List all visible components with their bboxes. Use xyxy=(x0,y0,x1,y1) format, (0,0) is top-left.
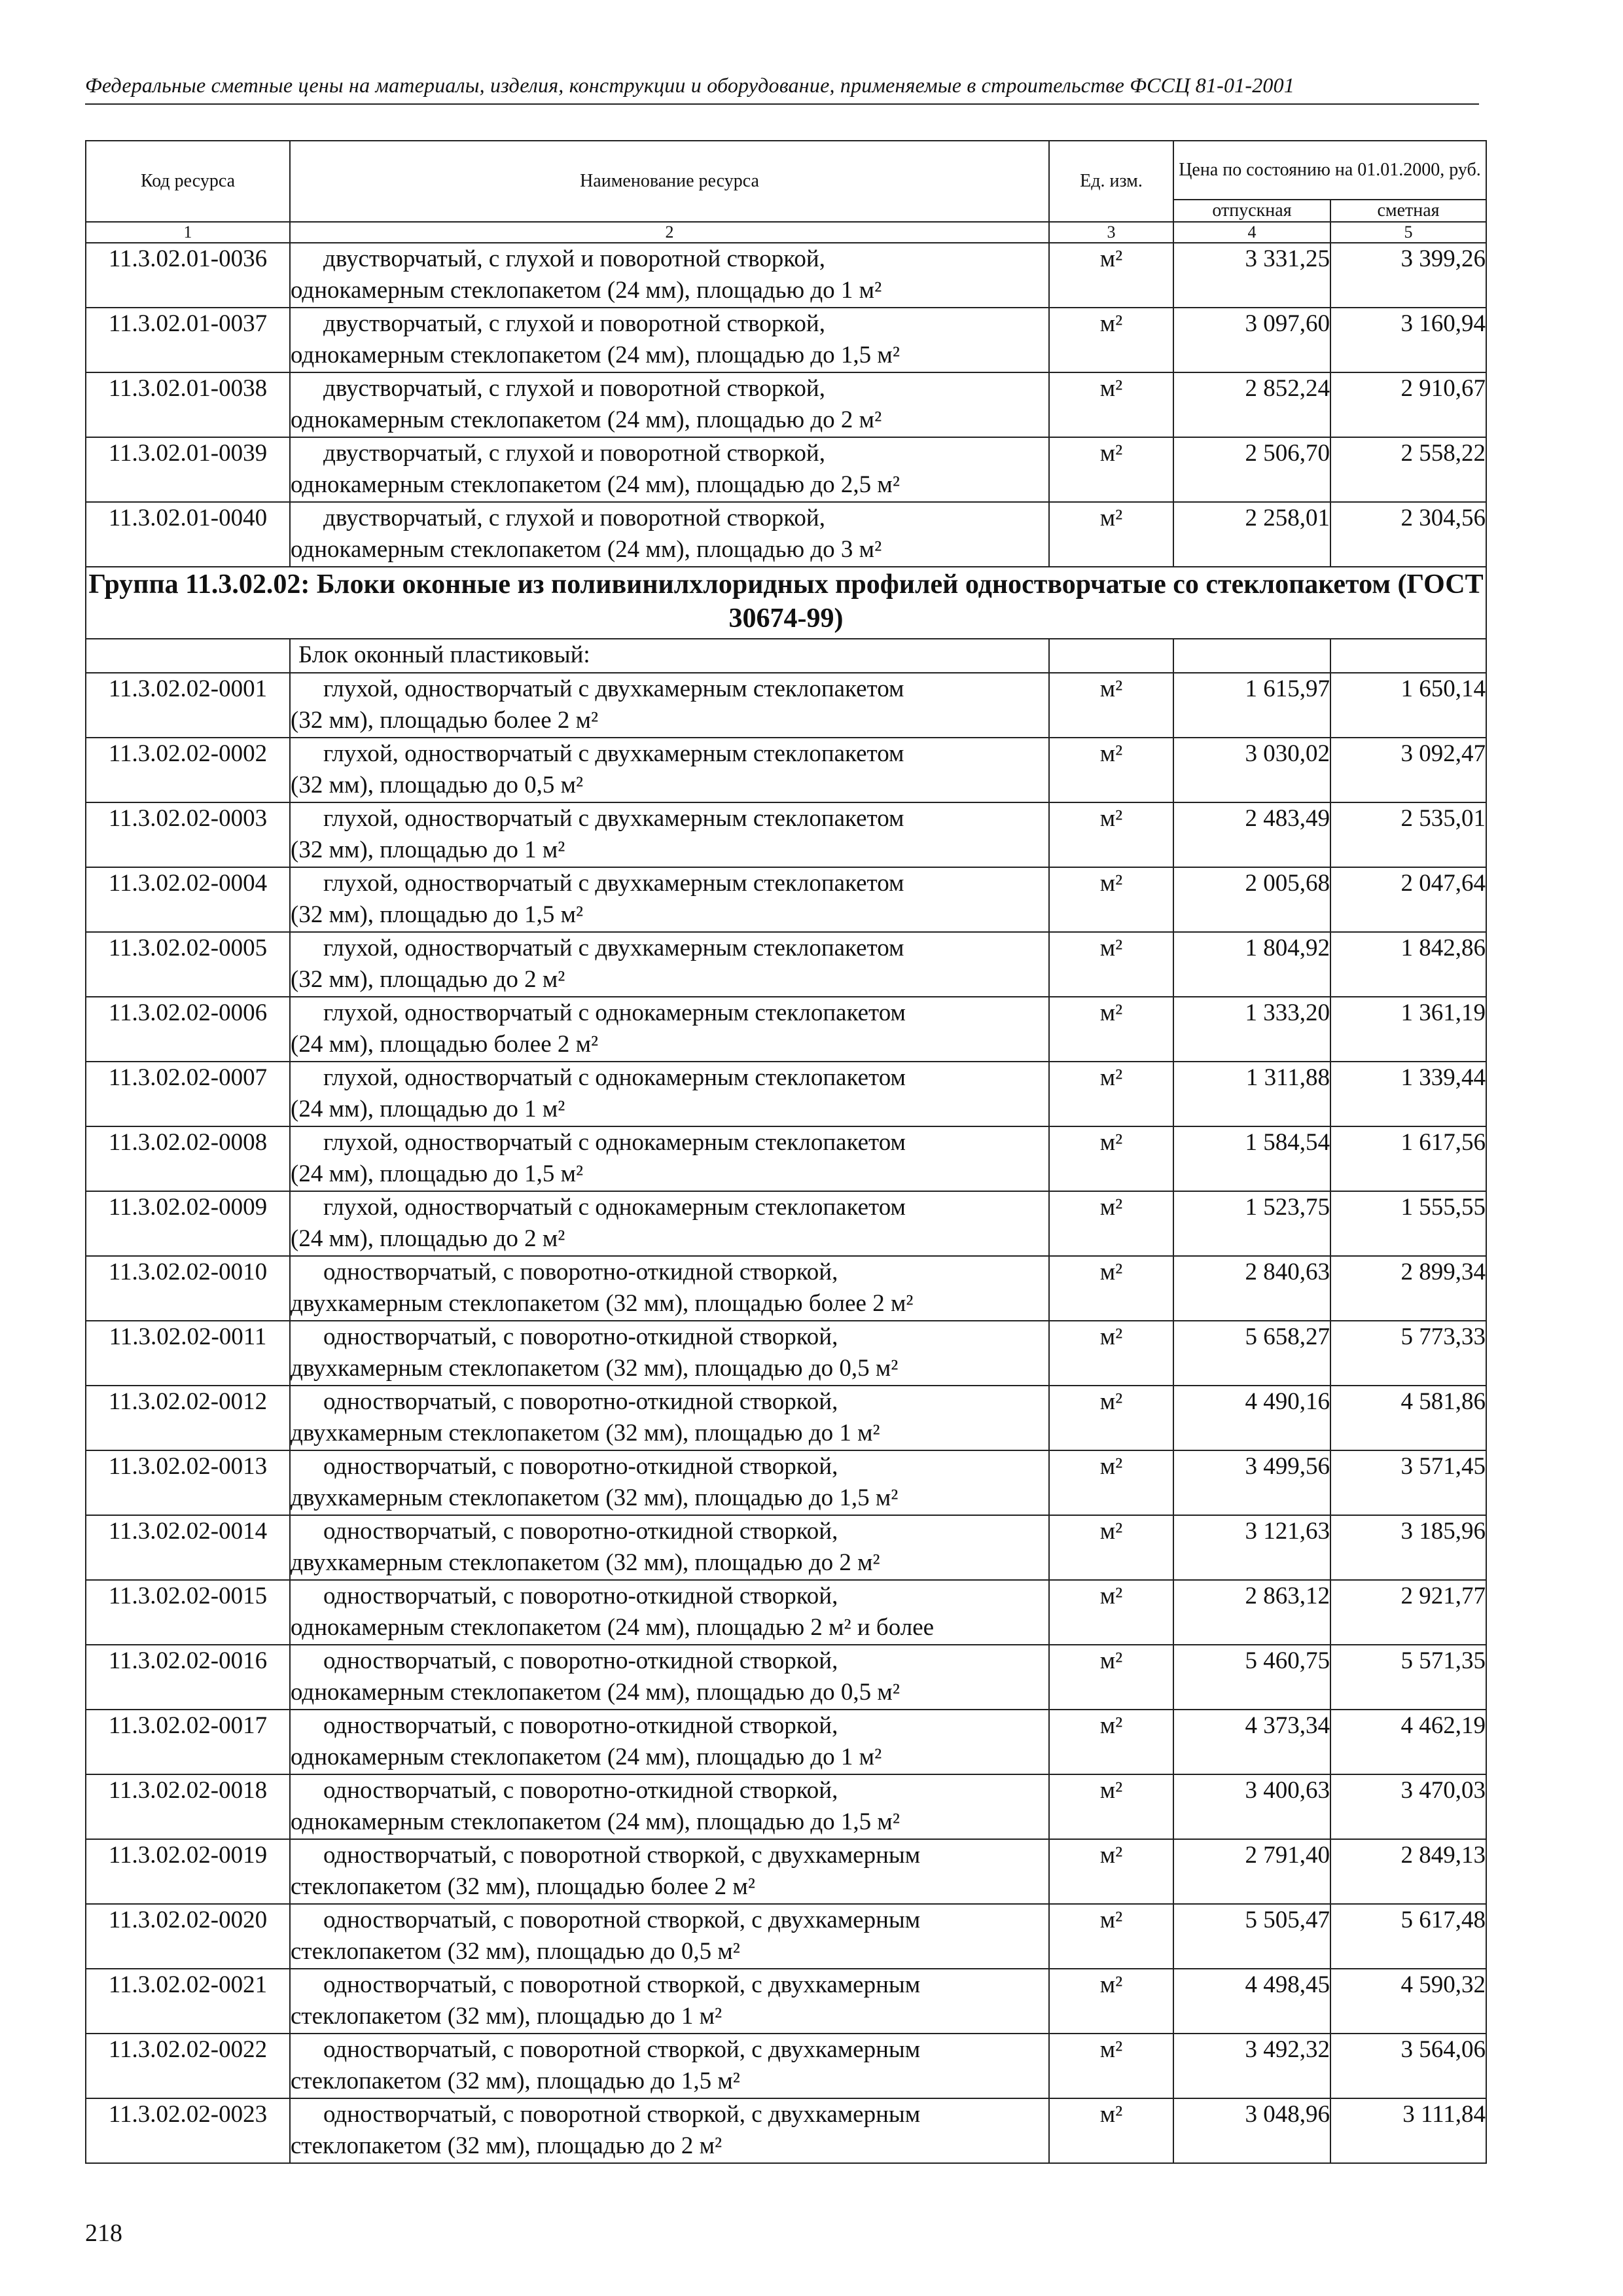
column-number: 3 xyxy=(1049,222,1173,243)
unit-cell: м² xyxy=(1049,1450,1173,1515)
resource-code: 11.3.02.02-0022 xyxy=(86,2034,290,2098)
estimate-price: 2 899,34 xyxy=(1330,1256,1486,1321)
unit-cell: м² xyxy=(1049,2098,1173,2163)
release-price: 3 121,63 xyxy=(1173,1515,1330,1580)
release-price: 3 499,56 xyxy=(1173,1450,1330,1515)
release-price: 4 490,16 xyxy=(1173,1386,1330,1450)
header-unit: Ед. изм. xyxy=(1049,141,1173,222)
running-head: Федеральные сметные цены на материалы, изделия, конструкции и оборудование, применяемые в строительстве ФССЦ 81-01-2001 xyxy=(85,73,1295,97)
resource-name xyxy=(290,1710,1049,1774)
release-price: 2 852,24 xyxy=(1173,372,1330,437)
resource-name-line1: одностворчатый, с поворотно-откидной створкой, xyxy=(323,1453,838,1480)
resource-name xyxy=(290,1515,1049,1580)
resource-name xyxy=(290,997,1049,1062)
resource-name-line2: стеклопакетом (32 мм), площадью более 2 м² xyxy=(291,1873,755,1900)
header-name: Наименование ресурса xyxy=(290,141,1049,222)
release-price: 1 584,54 xyxy=(1173,1126,1330,1191)
estimate-price: 1 555,55 xyxy=(1330,1191,1486,1256)
estimate-price: 1 650,14 xyxy=(1330,673,1486,738)
estimate-price: 3 399,26 xyxy=(1330,243,1486,308)
group-row xyxy=(86,567,1486,639)
estimate-price: 2 047,64 xyxy=(1330,867,1486,932)
resource-name-line2: однокамерным стеклопакетом (24 мм), площадью 2 м² и более xyxy=(291,1614,935,1641)
unit-cell: м² xyxy=(1049,1645,1173,1710)
resource-name xyxy=(290,437,1049,502)
unit-cell: м² xyxy=(1049,502,1173,567)
resource-name-line1: одностворчатый, с поворотно-откидной створкой, xyxy=(323,1259,838,1285)
table-row xyxy=(86,997,1486,1062)
table-row xyxy=(86,1321,1486,1386)
release-price: 3 048,96 xyxy=(1173,2098,1330,2163)
resource-name-line1: одностворчатый, с поворотной створкой, с двухкамерным xyxy=(323,2101,921,2128)
resource-code: 11.3.02.02-0015 xyxy=(86,1580,290,1645)
estimate-price: 1 361,19 xyxy=(1330,997,1486,1062)
unit-cell: м² xyxy=(1049,1256,1173,1321)
table-row xyxy=(86,867,1486,932)
table-row xyxy=(86,1062,1486,1126)
resource-name-line2: однокамерным стеклопакетом (24 мм), площадью до 1 м² xyxy=(291,277,882,304)
resource-name xyxy=(290,1904,1049,1969)
table-body-part2 xyxy=(86,673,1486,2163)
table-row xyxy=(86,1774,1486,1839)
release-price: 5 658,27 xyxy=(1173,1321,1330,1386)
resource-name xyxy=(290,1062,1049,1126)
resource-code: 11.3.02.02-0007 xyxy=(86,1062,290,1126)
resource-name-line1: глухой, одностворчатый с однокамерным стеклопакетом xyxy=(323,1194,906,1221)
header-estimate: сметная xyxy=(1330,200,1486,222)
group-section xyxy=(86,567,1486,673)
table-row xyxy=(86,1645,1486,1710)
resource-code: 11.3.02.02-0014 xyxy=(86,1515,290,1580)
subgroup-empty-cell xyxy=(1049,639,1173,673)
resource-name-line1: одностворчатый, с поворотно-откидной створкой, xyxy=(323,1583,838,1609)
resource-code: 11.3.02.01-0036 xyxy=(86,243,290,308)
resource-name xyxy=(290,1386,1049,1450)
resource-code: 11.3.02.02-0019 xyxy=(86,1839,290,1904)
table-row xyxy=(86,1969,1486,2034)
resource-code: 11.3.02.02-0001 xyxy=(86,673,290,738)
resource-name-line2: однокамерным стеклопакетом (24 мм), площадью до 3 м² xyxy=(291,536,882,563)
resource-name-line1: двустворчатый, с глухой и поворотной створкой, xyxy=(323,310,825,337)
resource-name xyxy=(290,1191,1049,1256)
resource-name-line1: глухой, одностворчатый с однокамерным стеклопакетом xyxy=(323,1064,906,1091)
estimate-price: 3 160,94 xyxy=(1330,308,1486,372)
resource-name-line2: стеклопакетом (32 мм), площадью до 1 м² xyxy=(291,2003,722,2030)
release-price: 1 523,75 xyxy=(1173,1191,1330,1256)
column-number: 2 xyxy=(290,222,1049,243)
table-row xyxy=(86,1126,1486,1191)
release-price: 3 492,32 xyxy=(1173,2034,1330,2098)
resource-name xyxy=(290,867,1049,932)
unit-cell: м² xyxy=(1049,437,1173,502)
estimate-price: 3 470,03 xyxy=(1330,1774,1486,1839)
resource-code: 11.3.02.01-0038 xyxy=(86,372,290,437)
table-row xyxy=(86,738,1486,802)
resource-name-line1: одностворчатый, с поворотно-откидной створкой, xyxy=(323,1647,838,1674)
resource-name-line1: двустворчатый, с глухой и поворотной створкой, xyxy=(323,375,825,402)
table-row xyxy=(86,1904,1486,1969)
estimate-price: 2 535,01 xyxy=(1330,802,1486,867)
header-code: Код ресурса xyxy=(86,141,290,222)
release-price: 1 333,20 xyxy=(1173,997,1330,1062)
subgroup-empty-cell xyxy=(1173,639,1330,673)
table-row xyxy=(86,502,1486,567)
resource-code: 11.3.02.02-0013 xyxy=(86,1450,290,1515)
resource-name xyxy=(290,2034,1049,2098)
resource-name-line2: (32 мм), площадью более 2 м² xyxy=(291,707,599,734)
resource-name-line2: (24 мм), площадью до 1 м² xyxy=(291,1096,565,1122)
subgroup-empty-cell xyxy=(86,639,290,673)
resource-name-line1: глухой, одностворчатый с двухкамерным стеклопакетом xyxy=(323,805,904,832)
unit-cell: м² xyxy=(1049,867,1173,932)
resource-name xyxy=(290,2098,1049,2163)
table-row xyxy=(86,1839,1486,1904)
table-row xyxy=(86,1515,1486,1580)
resource-name-line2: (32 мм), площадью до 0,5 м² xyxy=(291,772,584,798)
resource-name-line1: одностворчатый, с поворотно-откидной створкой, xyxy=(323,1712,838,1739)
resource-name-line2: стеклопакетом (32 мм), площадью до 1,5 м² xyxy=(291,2068,740,2094)
estimate-price: 5 617,48 xyxy=(1330,1904,1486,1969)
resource-name xyxy=(290,1839,1049,1904)
table-row xyxy=(86,802,1486,867)
resource-name xyxy=(290,932,1049,997)
resource-code: 11.3.02.01-0037 xyxy=(86,308,290,372)
resource-code: 11.3.02.02-0023 xyxy=(86,2098,290,2163)
unit-cell: м² xyxy=(1049,1774,1173,1839)
resource-name xyxy=(290,372,1049,437)
resource-name-line2: (24 мм), площадью до 1,5 м² xyxy=(291,1160,584,1187)
unit-cell: м² xyxy=(1049,997,1173,1062)
estimate-price: 3 185,96 xyxy=(1330,1515,1486,1580)
resource-name xyxy=(290,673,1049,738)
resource-name-line2: двухкамерным стеклопакетом (32 мм), площадью до 1 м² xyxy=(291,1420,880,1446)
estimate-price: 4 462,19 xyxy=(1330,1710,1486,1774)
resource-code: 11.3.02.01-0040 xyxy=(86,502,290,567)
resource-name-line2: однокамерным стеклопакетом (24 мм), площадью до 1,5 м² xyxy=(291,342,900,368)
unit-cell: м² xyxy=(1049,1904,1173,1969)
column-number-row xyxy=(86,222,1486,243)
estimate-price: 3 092,47 xyxy=(1330,738,1486,802)
resource-name-line2: однокамерным стеклопакетом (24 мм), площадью до 2,5 м² xyxy=(291,471,900,498)
resource-name xyxy=(290,1580,1049,1645)
table-row xyxy=(86,1450,1486,1515)
resource-name-line1: глухой, одностворчатый с двухкамерным стеклопакетом xyxy=(323,675,904,702)
resource-name-line2: (24 мм), площадью до 2 м² xyxy=(291,1225,565,1252)
unit-cell: м² xyxy=(1049,308,1173,372)
resource-name-line1: глухой, одностворчатый с двухкамерным стеклопакетом xyxy=(323,870,904,897)
table-row xyxy=(86,1580,1486,1645)
resource-name-line1: одностворчатый, с поворотной створкой, с двухкамерным xyxy=(323,2036,921,2063)
resource-name-line1: одностворчатый, с поворотной створкой, с двухкамерным xyxy=(323,1842,921,1869)
resource-name-line2: двухкамерным стеклопакетом (32 мм), площадью более 2 м² xyxy=(291,1290,914,1317)
estimate-price: 1 617,56 xyxy=(1330,1126,1486,1191)
unit-cell: м² xyxy=(1049,1580,1173,1645)
resource-name xyxy=(290,1126,1049,1191)
table-row xyxy=(86,2034,1486,2098)
header-price-group: Цена по состоянию на 01.01.2000, руб. xyxy=(1173,141,1486,200)
table-row xyxy=(86,1256,1486,1321)
subgroup-row xyxy=(86,639,1486,673)
estimate-price: 2 304,56 xyxy=(1330,502,1486,567)
price-table xyxy=(85,140,1487,2164)
resource-name xyxy=(290,738,1049,802)
estimate-price: 1 842,86 xyxy=(1330,932,1486,997)
unit-cell: м² xyxy=(1049,243,1173,308)
release-price: 4 498,45 xyxy=(1173,1969,1330,2034)
resource-code: 11.3.02.02-0017 xyxy=(86,1710,290,1774)
unit-cell: м² xyxy=(1049,2034,1173,2098)
unit-cell: м² xyxy=(1049,802,1173,867)
resource-code: 11.3.02.02-0008 xyxy=(86,1126,290,1191)
estimate-price: 2 921,77 xyxy=(1330,1580,1486,1645)
resource-code: 11.3.02.02-0021 xyxy=(86,1969,290,2034)
resource-name-line2: стеклопакетом (32 мм), площадью до 2 м² xyxy=(291,2132,722,2159)
resource-name-line2: (32 мм), площадью до 1,5 м² xyxy=(291,901,584,928)
resource-name xyxy=(290,1256,1049,1321)
resource-name-line2: двухкамерным стеклопакетом (32 мм), площадью до 0,5 м² xyxy=(291,1355,899,1382)
release-price: 2 005,68 xyxy=(1173,867,1330,932)
estimate-price: 4 590,32 xyxy=(1330,1969,1486,2034)
resource-name xyxy=(290,1321,1049,1386)
estimate-price: 3 571,45 xyxy=(1330,1450,1486,1515)
resource-name-line2: стеклопакетом (32 мм), площадью до 0,5 м² xyxy=(291,1938,740,1965)
table-row xyxy=(86,1386,1486,1450)
column-number: 5 xyxy=(1330,222,1486,243)
column-number: 4 xyxy=(1173,222,1330,243)
resource-name xyxy=(290,308,1049,372)
release-price: 1 804,92 xyxy=(1173,932,1330,997)
release-price: 2 791,40 xyxy=(1173,1839,1330,1904)
release-price: 2 258,01 xyxy=(1173,502,1330,567)
unit-cell: м² xyxy=(1049,1126,1173,1191)
resource-code: 11.3.02.02-0018 xyxy=(86,1774,290,1839)
header-release: отпускная xyxy=(1173,200,1330,222)
unit-cell: м² xyxy=(1049,1839,1173,1904)
release-price: 2 840,63 xyxy=(1173,1256,1330,1321)
resource-code: 11.3.02.02-0009 xyxy=(86,1191,290,1256)
resource-name-line1: одностворчатый, с поворотно-откидной створкой, xyxy=(323,1323,838,1350)
resource-name xyxy=(290,243,1049,308)
table-row xyxy=(86,673,1486,738)
unit-cell: м² xyxy=(1049,1386,1173,1450)
subgroup-empty-cell xyxy=(1330,639,1486,673)
release-price: 3 030,02 xyxy=(1173,738,1330,802)
table-row xyxy=(86,372,1486,437)
release-price: 2 863,12 xyxy=(1173,1580,1330,1645)
estimate-price: 5 571,35 xyxy=(1330,1645,1486,1710)
header-rule xyxy=(85,103,1479,105)
unit-cell: м² xyxy=(1049,1710,1173,1774)
resource-name-line1: одностворчатый, с поворотной створкой, с двухкамерным xyxy=(323,1971,921,1998)
resource-code: 11.3.02.02-0004 xyxy=(86,867,290,932)
resource-name-line1: одностворчатый, с поворотно-откидной створкой, xyxy=(323,1518,838,1545)
table-row xyxy=(86,1191,1486,1256)
resource-name-line2: (32 мм), площадью до 2 м² xyxy=(291,966,565,993)
resource-name xyxy=(290,502,1049,567)
estimate-price: 2 558,22 xyxy=(1330,437,1486,502)
unit-cell: м² xyxy=(1049,1515,1173,1580)
unit-cell: м² xyxy=(1049,932,1173,997)
resource-name xyxy=(290,1645,1049,1710)
resource-name-line2: двухкамерным стеклопакетом (32 мм), площадью до 1,5 м² xyxy=(291,1484,899,1511)
resource-name-line1: глухой, одностворчатый с двухкамерным стеклопакетом xyxy=(323,935,904,961)
resource-code: 11.3.02.02-0020 xyxy=(86,1904,290,1969)
resource-code: 11.3.02.02-0006 xyxy=(86,997,290,1062)
estimate-price: 3 111,84 xyxy=(1330,2098,1486,2163)
resource-code: 11.3.02.02-0016 xyxy=(86,1645,290,1710)
table-row xyxy=(86,243,1486,308)
resource-name-line1: глухой, одностворчатый с однокамерным стеклопакетом xyxy=(323,999,906,1026)
subgroup-label: Блок оконный пластиковый: xyxy=(290,639,1049,673)
release-price: 3 400,63 xyxy=(1173,1774,1330,1839)
resource-name xyxy=(290,802,1049,867)
unit-cell: м² xyxy=(1049,1969,1173,2034)
resource-code: 11.3.02.02-0010 xyxy=(86,1256,290,1321)
resource-name-line2: однокамерным стеклопакетом (24 мм), площадью до 1,5 м² xyxy=(291,1808,900,1835)
resource-name-line1: двустворчатый, с глухой и поворотной створкой, xyxy=(323,245,825,272)
release-price: 1 311,88 xyxy=(1173,1062,1330,1126)
estimate-price: 3 564,06 xyxy=(1330,2034,1486,2098)
resource-name-line1: одностворчатый, с поворотной створкой, с двухкамерным xyxy=(323,1907,921,1933)
estimate-price: 4 581,86 xyxy=(1330,1386,1486,1450)
resource-name-line1: одностворчатый, с поворотно-откидной створкой, xyxy=(323,1388,838,1415)
resource-code: 11.3.02.02-0002 xyxy=(86,738,290,802)
resource-name-line1: глухой, одностворчатый с однокамерным стеклопакетом xyxy=(323,1129,906,1156)
column-number: 1 xyxy=(86,222,290,243)
resource-name-line2: однокамерным стеклопакетом (24 мм), площадью до 1 м² xyxy=(291,1744,882,1770)
resource-name-line1: двустворчатый, с глухой и поворотной створкой, xyxy=(323,505,825,531)
unit-cell: м² xyxy=(1049,673,1173,738)
release-price: 1 615,97 xyxy=(1173,673,1330,738)
group-title: Группа 11.3.02.02: Блоки оконные из поливинилхлоридных профилей одностворчатые со стеклопакетом (ГОСТ 30674-99) xyxy=(86,567,1486,639)
resource-name-line2: однокамерным стеклопакетом (24 мм), площадью до 2 м² xyxy=(291,406,882,433)
resource-name xyxy=(290,1969,1049,2034)
unit-cell: м² xyxy=(1049,372,1173,437)
release-price: 5 460,75 xyxy=(1173,1645,1330,1710)
table-row xyxy=(86,2098,1486,2163)
resource-code: 11.3.02.02-0012 xyxy=(86,1386,290,1450)
resource-name xyxy=(290,1774,1049,1839)
estimate-price: 1 339,44 xyxy=(1330,1062,1486,1126)
release-price: 2 483,49 xyxy=(1173,802,1330,867)
resource-name-line2: (32 мм), площадью до 1 м² xyxy=(291,836,565,863)
resource-name-line1: двустворчатый, с глухой и поворотной створкой, xyxy=(323,440,825,467)
release-price: 4 373,34 xyxy=(1173,1710,1330,1774)
resource-name-line2: однокамерным стеклопакетом (24 мм), площадью до 0,5 м² xyxy=(291,1679,900,1706)
resource-name-line2: двухкамерным стеклопакетом (32 мм), площадью до 2 м² xyxy=(291,1549,880,1576)
unit-cell: м² xyxy=(1049,1321,1173,1386)
estimate-price: 5 773,33 xyxy=(1330,1321,1486,1386)
resource-code: 11.3.02.02-0011 xyxy=(86,1321,290,1386)
table-row xyxy=(86,1710,1486,1774)
estimate-price: 2 849,13 xyxy=(1330,1839,1486,1904)
estimate-price: 2 910,67 xyxy=(1330,372,1486,437)
resource-name-line1: одностворчатый, с поворотно-откидной створкой, xyxy=(323,1777,838,1804)
table-row xyxy=(86,932,1486,997)
resource-name-line1: глухой, одностворчатый с двухкамерным стеклопакетом xyxy=(323,740,904,767)
unit-cell: м² xyxy=(1049,1191,1173,1256)
resource-code: 11.3.02.02-0005 xyxy=(86,932,290,997)
unit-cell: м² xyxy=(1049,1062,1173,1126)
release-price: 5 505,47 xyxy=(1173,1904,1330,1969)
resource-code: 11.3.02.02-0003 xyxy=(86,802,290,867)
release-price: 2 506,70 xyxy=(1173,437,1330,502)
table-row xyxy=(86,308,1486,372)
release-price: 3 331,25 xyxy=(1173,243,1330,308)
resource-name xyxy=(290,1450,1049,1515)
release-price: 3 097,60 xyxy=(1173,308,1330,372)
table-row xyxy=(86,437,1486,502)
unit-cell: м² xyxy=(1049,738,1173,802)
resource-name-line2: (24 мм), площадью более 2 м² xyxy=(291,1031,599,1058)
page-number: 218 xyxy=(85,2219,122,2247)
table-body-part1 xyxy=(86,243,1486,567)
resource-code: 11.3.02.01-0039 xyxy=(86,437,290,502)
